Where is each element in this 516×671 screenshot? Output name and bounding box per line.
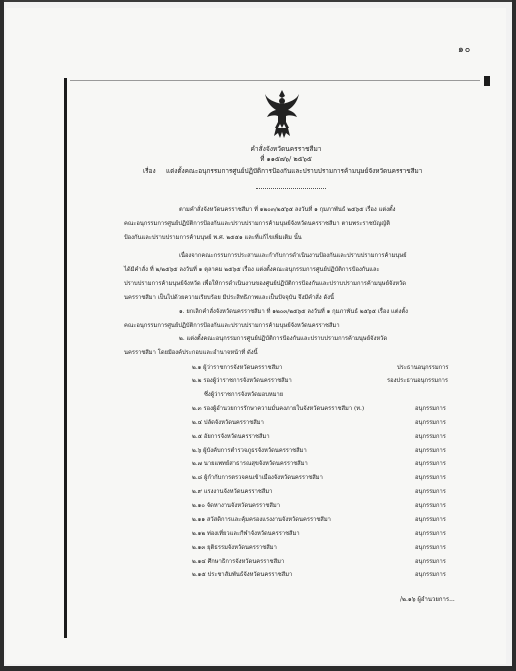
member-title: ๒.๒ รองผู้ว่าราชการจังหวัดนครราชสีมา [192,378,292,384]
order-number: ที่ ๑๑๕๗๖/ ๒๕๖๕ [260,155,312,163]
paragraph-line: ป้องกันและปราบปรามการค้ามนุษย์ พ.ศ. ๒๕๕๑ และที่แก้ไขเพิ่มเติม นั้น [124,235,302,241]
member-role: อนุกรรมการ [415,545,446,551]
member-role: อนุกรรมการ [415,420,446,426]
member-role: อนุกรรมการ [415,572,446,578]
member-role: อนุกรรมการ [415,531,446,537]
window-frame-bottom [0,666,516,671]
member-title: ๒.๑๓ ยุติธรรมจังหวัดนครราชสีมา [192,545,277,551]
member-title: ๒.๙ แรงงานจังหวัดนครราชสีมา [192,489,273,495]
member-role: อนุกรรมการ [415,559,446,565]
garuda-emblem-icon [264,88,300,140]
member-role: อนุกรรมการ [415,475,446,481]
paragraph-line: ๒. แต่งตั้งคณะอนุกรรมการศูนย์ปฏิบัติการป้องกันและปราบปรามการค้ามนุษย์จังหวัด [179,336,388,342]
subject-text: แต่งตั้งคณะอนุกรรมการศูนย์ปฏิบัติการป้องกันและปราบปรามการค้ามนุษย์จังหวัดนครราชสีมา [166,167,423,175]
member-title: ๒.๔ ปลัดจังหวัดนครราชสีมา [192,420,264,426]
order-title: คำสั่งจังหวัดนครราชสีมา [250,145,322,153]
window-frame-left [0,0,4,671]
member-title: ๒.๗ นายแพทย์สาธารณสุขจังหวัดนครราชสีมา [192,461,308,467]
member-title: ๒.๑๔ ศึกษาธิการจังหวัดนครราชสีมา [192,559,285,565]
member-title: ๒.๑๐ จัดหางานจังหวัดนครราชสีมา [192,503,280,509]
member-title: ๒.๑๑ สวัสดิการและคุ้มครองแรงงานจังหวัดนครราชสีมา [192,517,331,523]
separator-line [256,188,326,189]
member-title: ๒.๑๒ ท่องเที่ยวและกีฬาจังหวัดนครราชสีมา [192,531,300,537]
member-role: อนุกรรมการ [415,434,446,440]
member-role: อนุกรรมการ [415,517,446,523]
page-number: ๑๐ [458,45,472,55]
paragraph-line: เนื่องจากคณะกรรมการประสานและกำกับการดำเนินงานป้องกันและปราบปรามการค้ามนุษย์ [179,253,407,259]
member-title: ๒.๓ รองผู้อำนวยการรักษาความมั่นคงภายในจังหวัดนครราชสีมา (ท.) [192,406,365,412]
member-role: อนุกรรมการ [415,503,446,509]
member-role: รองประธานอนุกรรมการ [387,378,448,384]
member-role: อนุกรรมการ [415,489,446,495]
window-frame-right [512,0,516,671]
document-page [6,8,506,664]
paragraph-line: ตามคำสั่งจังหวัดนครราชสีมา ที่ ๑๒๐๓/๒๕๖๕ ลงวันที่ ๑ กุมภาพันธ์ ๒๕๖๕ เรื่อง แต่งตั้ง [179,207,396,213]
scan-edge [484,76,490,86]
continuation-note: /๒.๑๖ ผู้อำนวยการ... [400,596,455,603]
paragraph-line: นครราชสีมา เป็นไปด้วยความเรียบร้อย มีประสิทธิภาพและเป็นปัจจุบัน จึงมีคำสั่ง ดังนี้ [124,295,335,301]
member-title: ๒.๑๕ ประชาสัมพันธ์จังหวัดนครราชสีมา [192,572,293,578]
subject-label: เรื่อง [143,167,156,175]
member-title: ๒.๖ ผู้บังคับการตำรวจภูธรจังหวัดนครราชสีมา [192,448,307,454]
scan-edge [64,78,67,638]
scan-edge [70,80,480,81]
paragraph-line: ได้มีคำสั่ง ที่ ๒/๒๕๖๕ ลงวันที่ ๑ ตุลาคม ๒๕๖๕ เรื่อง แต่งตั้งคณะอนุกรรมการศูนย์ปฏิบัติการป้องกันและ [124,267,380,273]
member-role: อนุกรรมการ [415,406,446,412]
member-role: อนุกรรมการ [415,448,446,454]
member-role: อนุกรรมการ [415,461,446,467]
member-title: ๒.๘ ผู้กำกับการตรวจคนเข้าเมืองจังหวัดนครราชสีมา [192,475,323,481]
window-frame-top [0,0,516,2]
paragraph-line: ปราบปรามการค้ามนุษย์จังหวัด เพื่อให้การดำเนินงานของศูนย์ปฏิบัติการป้องกันและปราบปรามการค้ามนุษย์จังหวัด [124,281,407,287]
member-note: ซึ่งผู้ว่าราชการจังหวัดมอบหมาย [204,392,284,398]
member-title: ๒.๑ ผู้ว่าราชการจังหวัดนครราชสีมา [192,365,283,371]
paragraph-line: คณะอนุกรรมการศูนย์ปฏิบัติการป้องกันและปราบปรามการค้ามนุษย์จังหวัดนครราชสีมา [124,323,340,329]
paragraph-line: คณะอนุกรรมการศูนย์ปฏิบัติการป้องกันและปราบปรามการค้ามนุษย์จังหวัดนครราชสีมา ตามพระราชบัญญัติ [124,221,390,227]
member-title: ๒.๕ อัยการจังหวัดนครราชสีมา [192,434,270,440]
member-role: ประธานอนุกรรมการ [397,365,449,371]
paragraph-line: ๑. ยกเลิกคำสั่งจังหวัดนครราชสีมา ที่ ๑๒๐๓/๒๕๖๕ ลงวันที่ ๑ กุมภาพันธ์ ๒๕๖๕ เรื่อง แต่งตั้ง [179,309,408,315]
paragraph-line: นครราชสีมา โดยมีองค์ประกอบและอำนาจหน้าที่ ดังนี้ [124,350,258,356]
